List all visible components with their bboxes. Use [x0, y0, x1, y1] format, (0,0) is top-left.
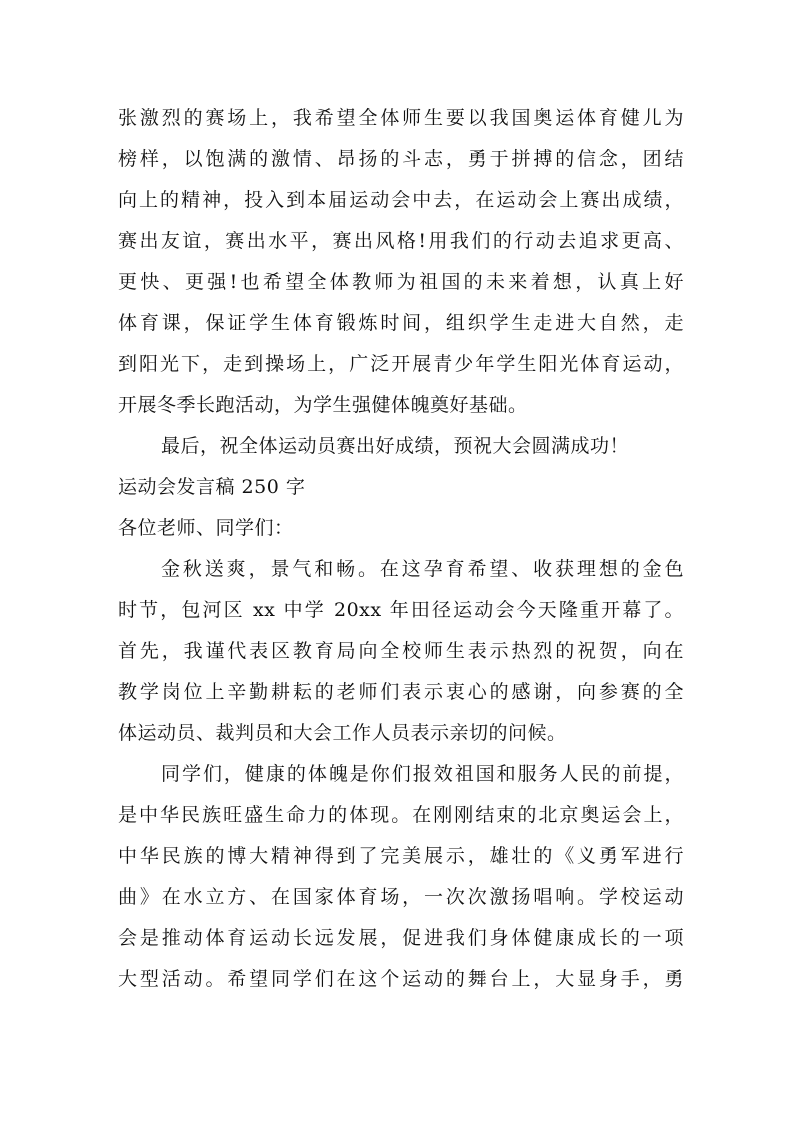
paragraph-line: 体育课，保证学生体育锻炼时间，组织学生走进大自然，走 [118, 312, 684, 334]
paragraph-line: 榜样，以饱满的激情、昂扬的斗志，勇于拼搏的信念，团结 [118, 148, 684, 170]
section-heading: 运动会发言稿 250 字 [118, 476, 306, 498]
paragraph-line: 时节，包河区 xx 中学 20xx 年田径运动会今天隆重开幕了。 [118, 599, 684, 621]
paragraph-line: 到阳光下，走到操场上，广泛开展青少年学生阳光体育运动， [118, 353, 684, 375]
paragraph-line: 体运动员、裁判员和大会工作人员表示亲切的问候。 [118, 722, 567, 744]
paragraph-line: 曲》在水立方、在国家体育场，一次次激扬唱响。学校运动 [118, 886, 684, 908]
paragraph-line: 张激烈的赛场上，我希望全体师生要以我国奥运体育健儿为 [118, 107, 684, 129]
salutation: 各位老师、同学们： [118, 517, 294, 539]
paragraph-line: 更快、更强!也希望全体教师为祖国的未来着想，认真上好 [118, 271, 684, 293]
paragraph-line: 赛出友谊，赛出水平，赛出风格!用我们的行动去追求更高、 [118, 230, 684, 252]
paragraph-line: 中华民族的博大精神得到了完美展示，雄壮的《义勇军进行 [118, 845, 684, 867]
closing-wish-line: 最后，祝全体运动员赛出好成绩，预祝大会圆满成功！ [161, 435, 630, 457]
paragraph-line: 向上的精神，投入到本届运动会中去，在运动会上赛出成绩， [118, 189, 684, 211]
paragraph-line: 教学岗位上辛勤耕耘的老师们表示衷心的感谢，向参赛的全 [118, 681, 684, 703]
paragraph-line: 金秋送爽，景气和畅。在这孕育希望、收获理想的金色 [161, 558, 684, 580]
paragraph-line: 同学们，健康的体魄是你们报效祖国和服务人民的前提， [161, 763, 684, 785]
paragraph-line: 大型活动。希望同学们在这个运动的舞台上，大显身手，勇 [118, 968, 684, 990]
document-body [118, 98, 684, 1000]
paragraph-line: 会是推动体育运动长远发展，促进我们身体健康成长的一项 [118, 927, 684, 949]
paragraph-line: 是中华民族旺盛生命力的体现。在刚刚结束的北京奥运会上， [118, 804, 684, 826]
paragraph-line: 开展冬季长跑活动，为学生强健体魄奠好基础。 [118, 394, 528, 416]
paragraph-line: 首先，我谨代表区教育局向全校师生表示热烈的祝贺，向在 [118, 640, 684, 662]
